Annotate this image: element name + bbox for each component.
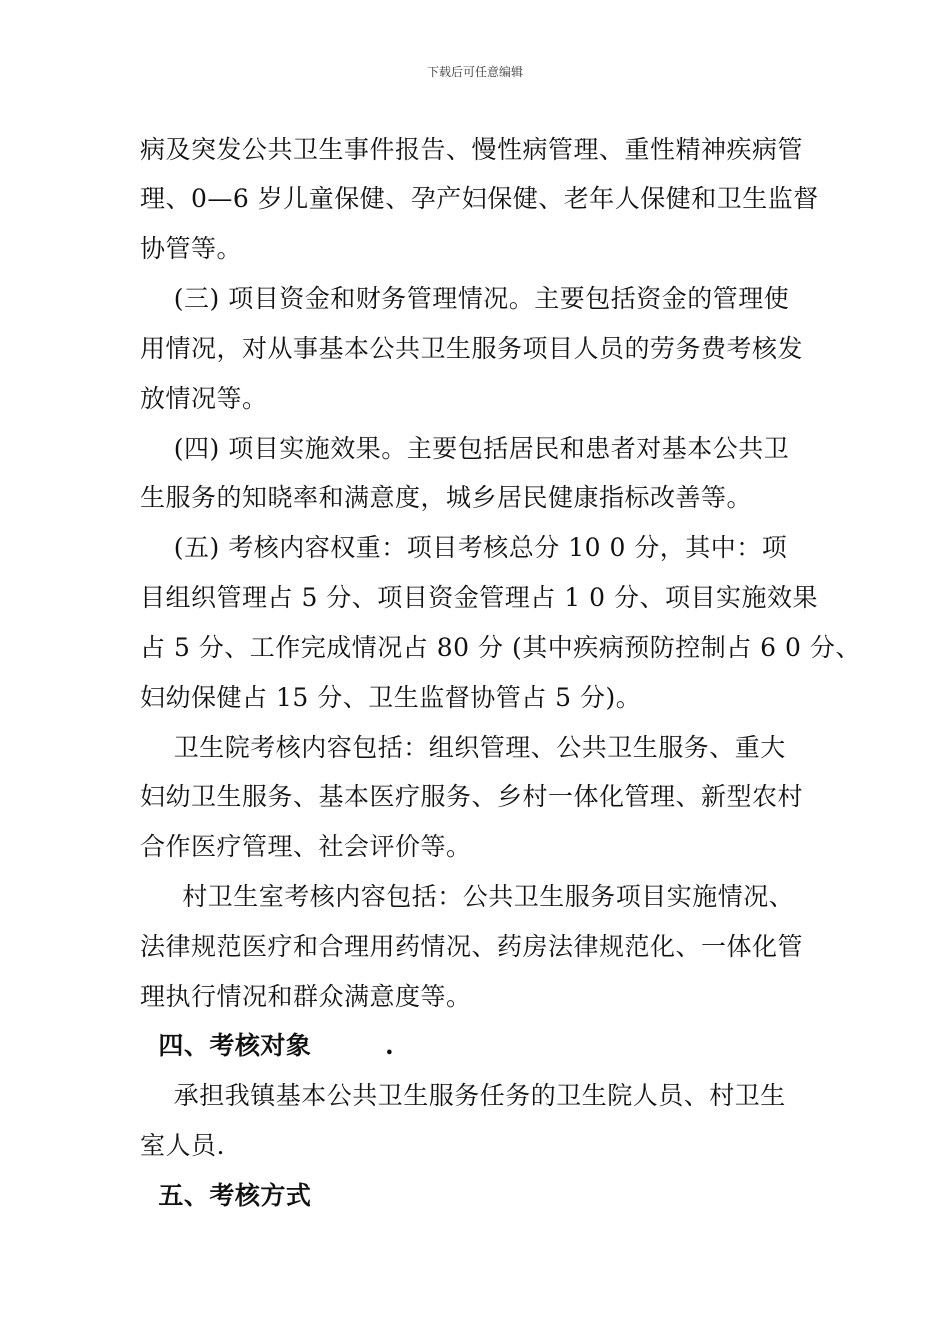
body-line: 占 5 分、工作完成情况占 80 分 (其中疾病预防控制占 6 0 分、 — [140, 633, 861, 662]
body-line: 合作医疗管理、社会评价等。 — [140, 832, 472, 861]
body-line: 室人员. — [140, 1131, 225, 1160]
body-line: (五) 考核内容权重：项目考核总分 10 0 分，其中：项 — [140, 533, 788, 562]
body-line: 承担我镇基本公共卫生服务任务的卫生院人员、村卫生 — [140, 1081, 786, 1110]
body-line: 理、0—6 岁儿童保健、孕产妇保健、老年人保健和卫生监督 — [140, 184, 819, 213]
body-line: 卫生院考核内容包括：组织管理、公共卫生服务、重大 — [140, 733, 786, 762]
body-line: 放情况等。 — [140, 384, 268, 413]
section-heading: 五、考核方式 — [140, 1181, 312, 1210]
body-line: 协管等。 — [140, 234, 243, 263]
body-line: 理执行情况和群众满意度等。 — [140, 982, 472, 1011]
body-line: 法律规范医疗和合理用药情况、药房法律规范化、一体化管 — [140, 932, 804, 961]
section-heading: 四、考核对象 . — [140, 1031, 395, 1060]
body-line: 妇幼保健占 15 分、卫生监督协管占 5 分)。 — [140, 683, 642, 712]
body-line: 生服务的知晓率和满意度，城乡居民健康指标改善等。 — [140, 483, 753, 512]
body-line: (三) 项目资金和财务管理情况。主要包括资金的管理使 — [140, 284, 790, 313]
body-line: 村卫生室考核内容包括：公共卫生服务项目实施情况、 — [140, 882, 795, 911]
body-line: (四) 项目实施效果。主要包括居民和患者对基本公共卫 — [140, 434, 790, 463]
body-line: 用情况，对从事基本公共卫生服务项目人员的劳务费考核发 — [140, 334, 804, 363]
body-line: 目组织管理占 5 分、项目资金管理占 1 0 分、项目实施效果 — [140, 583, 818, 612]
page-header-note: 下载后可任意编辑 — [426, 65, 523, 79]
body-line: 妇幼卫生服务、基本医疗服务、乡村一体化管理、新型农村 — [140, 782, 804, 811]
body-line: 病及突发公共卫生事件报告、慢性病管理、重性精神疾病管 — [140, 135, 804, 164]
